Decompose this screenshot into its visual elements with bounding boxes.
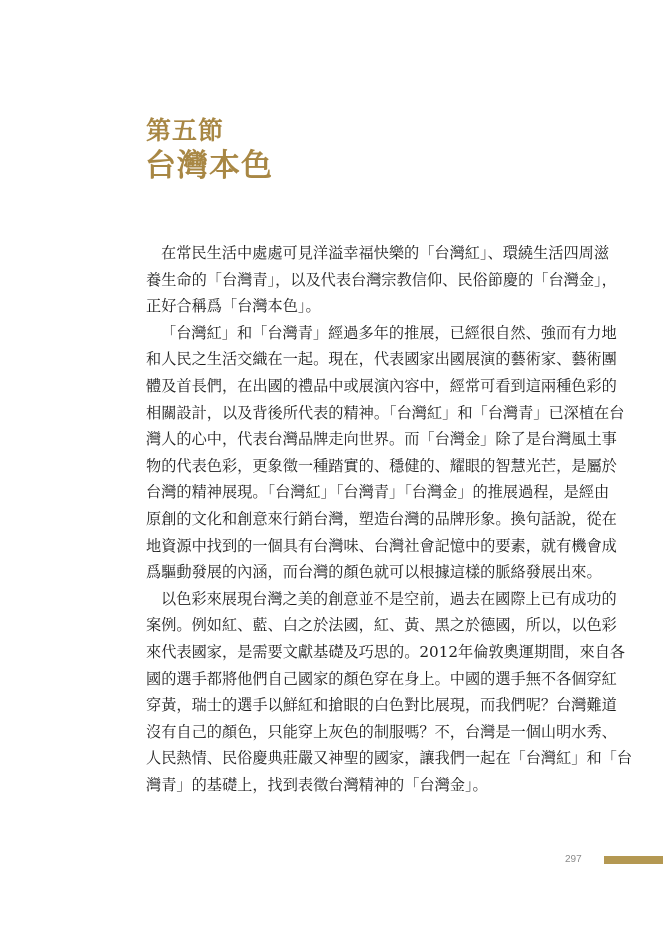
paragraph <box>146 586 632 799</box>
paragraph-line: 沒有自己的顏色，只能穿上灰色的制服嗎？不，台灣是一個山明水秀、 <box>146 722 617 741</box>
paragraph-line: 地資源中找到的一個具有台灣味、台灣社會記憶中的要素，就有機會成 <box>146 536 617 555</box>
paragraph <box>146 320 625 586</box>
paragraph-line: 相關設計，以及背後所代表的精神。「台灣紅」和「台灣青」已深植在台 <box>146 403 625 422</box>
section-label: 第五節 <box>146 116 225 145</box>
paragraph-line: 灣青」的基礎上，找到表徵台灣精神的「台灣金」。 <box>146 775 488 794</box>
footer-accent-bar <box>604 856 663 864</box>
paragraph-line: 和人民之生活交織在一起。現在，代表國家出國展演的藝術家、藝術團 <box>146 350 617 369</box>
paragraph-line: 正好合稱爲「台灣本色」。 <box>146 297 321 316</box>
paragraph-line: 台灣的精神展現。「台灣紅」「台灣青」「台灣金」的推展過程，是經由 <box>146 483 610 502</box>
paragraph-line: 養生命的「台灣青」，以及代表台灣宗教信仰、民俗節慶的「台灣金」， <box>146 270 617 289</box>
paragraph-line: 來代表國家，是需要文獻基礎及巧思的。2012年倫敦奧運期間，來自各 <box>146 642 626 661</box>
paragraph-line: 以色彩來展現台灣之美的創意並不是空前，過去在國際上已有成功的 <box>161 589 617 608</box>
paragraph-line: 人民熱情、民俗慶典莊嚴又神聖的國家，讓我們一起在「台灣紅」和「台 <box>146 749 632 768</box>
paragraph <box>146 240 617 320</box>
paragraph-line: 在常民生活中處處可見洋溢幸福快樂的「台灣紅」、環繞生活四周滋 <box>161 244 610 262</box>
paragraph-line: 灣人的心中，代表台灣品牌走向世界。而「台灣金」除了是台灣風土事 <box>146 430 617 449</box>
page-number: 297 <box>565 854 582 865</box>
paragraph-line: 原創的文化和創意來行銷台灣，塑造台灣的品牌形象。換句話說，從在 <box>146 509 617 528</box>
section-title: 台灣本色 <box>145 148 273 184</box>
paragraph-line: 體及首長們，在出國的禮品中或展演內容中，經常可看到這兩種色彩的 <box>146 376 617 395</box>
paragraph-line: 爲驅動發展的內涵，而台灣的顏色就可以根據這樣的脈絡發展出來。 <box>146 563 602 582</box>
paragraph-line: 案例。例如紅、藍、白之於法國，紅、黃、黑之於德國，所以，以色彩 <box>146 616 617 635</box>
paragraph-line: 物的代表色彩，更象徵一種踏實的、穩健的、耀眼的智慧光芒，是屬於 <box>146 456 617 475</box>
paragraph-line: 「台灣紅」和「台灣青」經過多年的推展，已經很自然、強而有力地 <box>161 323 617 342</box>
paragraph-line: 穿黃，瑞士的選手以鮮紅和搶眼的白色對比展現，而我們呢？台灣難道 <box>146 696 617 715</box>
body-text <box>146 240 632 798</box>
paragraph-line: 國的選手都將他們自己國家的顏色穿在身上。中國的選手無不各個穿紅 <box>146 669 617 688</box>
